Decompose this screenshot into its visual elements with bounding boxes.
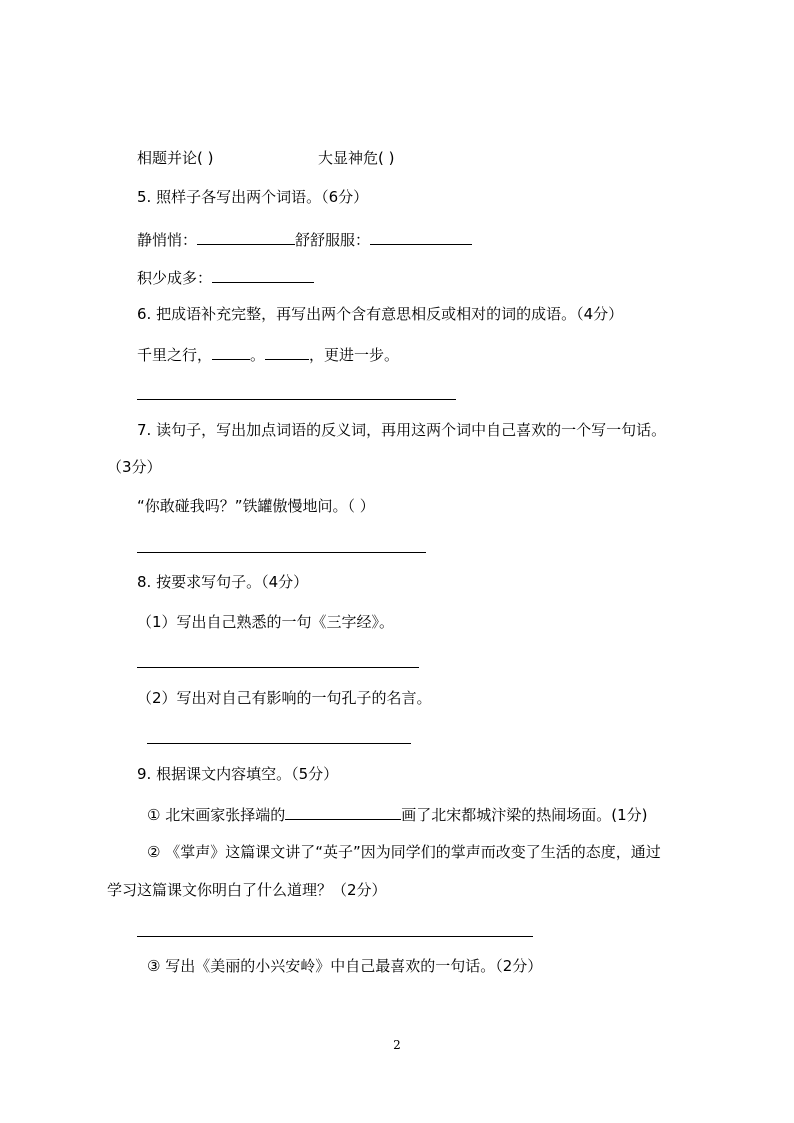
q7-sentence: “你敢碰我吗？”铁罐傲慢地问。（ ）: [137, 497, 375, 515]
question-7-score: （3分）: [107, 458, 162, 476]
q9-answer-line[interactable]: [137, 936, 533, 937]
q8-part-2: （2）写出对自己有影响的一句孔子的名言。: [137, 689, 432, 707]
q5-blank-1[interactable]: [197, 228, 295, 245]
q6-answer-line[interactable]: [137, 399, 456, 400]
question-8: 8. 按要求写句子。（4分）: [137, 573, 309, 591]
q8-answer-line-1[interactable]: [137, 667, 419, 668]
idiom-1: 相题并论( ): [137, 149, 214, 167]
q9-text-1: ① 北宋画家张择端的: [147, 806, 286, 824]
q5-blank-2[interactable]: [370, 228, 472, 245]
q6-blank-1[interactable]: [212, 343, 250, 360]
q9-part-1: [147, 803, 647, 825]
q8-part-1: （1）写出自己熟悉的一句《三字经》。: [137, 613, 395, 631]
q9-part-2-continued: 学习这篇课文你明白了什么道理？（2分）: [107, 881, 387, 899]
question-7: 7. 读句子，写出加点词语的反义词，再用这两个词中自己喜欢的一个写一句话。: [137, 421, 667, 439]
q5-item-1: [137, 228, 472, 250]
q5-label-1: 静悄悄：: [137, 231, 198, 249]
idiom-2: 大显神危( ): [318, 149, 395, 167]
q5-blank-3[interactable]: [212, 266, 314, 283]
q5-item-3: [137, 266, 314, 288]
q5-label-2: 舒舒服服：: [295, 231, 371, 249]
q6-item: [137, 343, 399, 365]
q6-text-2: 。: [250, 346, 266, 364]
q7-answer-line[interactable]: [137, 552, 426, 553]
q6-blank-2[interactable]: [265, 343, 309, 360]
q5-label-3: 积少成多：: [137, 269, 213, 287]
q6-text-3: ，更进一步。: [309, 346, 400, 364]
page-number: 2: [393, 1038, 401, 1052]
q9-part-3: ③ 写出《美丽的小兴安岭》中自己最喜欢的一句话。（2分）: [147, 957, 543, 975]
q9-blank-1[interactable]: [285, 803, 401, 820]
question-6: 6. 把成语补充完整，再写出两个含有意思相反或相对的词的成语。（4分）: [137, 305, 624, 323]
q9-part-2: ② 《掌声》这篇课文讲了“英子”因为同学们的掌声而改变了生活的态度，通过: [147, 843, 661, 861]
question-9: 9. 根据课文内容填空。（5分）: [137, 765, 339, 783]
question-5: 5. 照样子各写出两个词语。（6分）: [137, 188, 369, 206]
q9-text-2: 画了北宋都城汴梁的热闹场面。(1分): [401, 806, 648, 824]
q8-answer-line-2[interactable]: [147, 743, 411, 744]
q6-text-1: 千里之行，: [137, 346, 213, 364]
